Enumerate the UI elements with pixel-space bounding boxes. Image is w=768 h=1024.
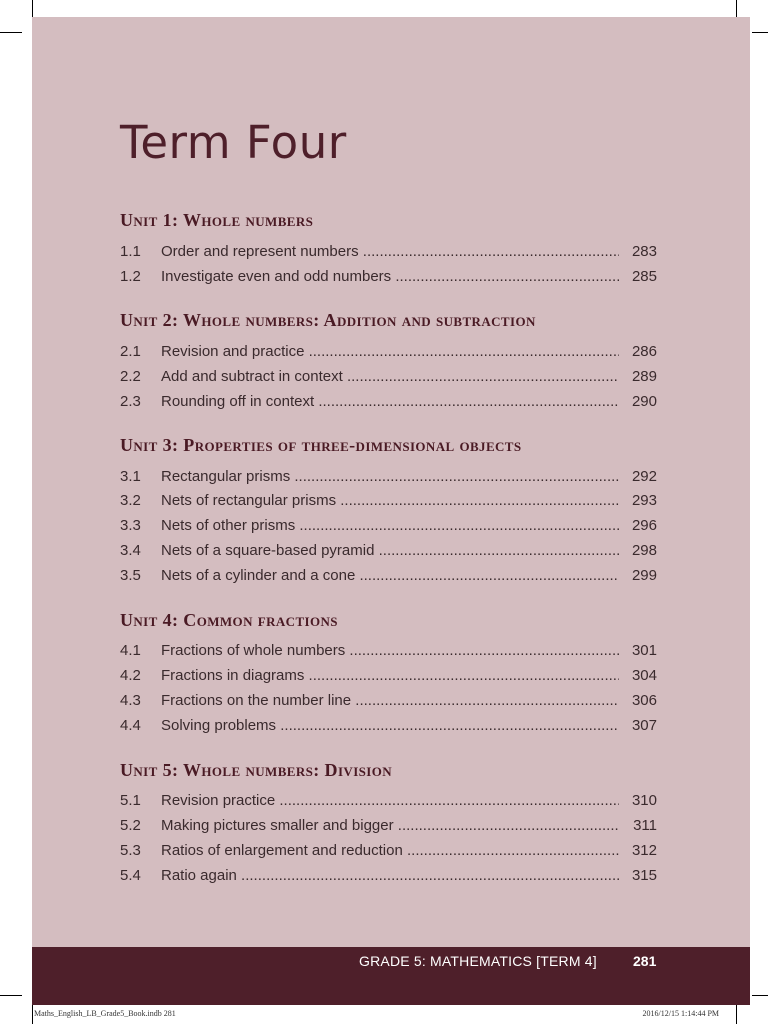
crop-mark bbox=[736, 1005, 737, 1024]
entry-page: 315 bbox=[631, 867, 657, 884]
toc-entry[interactable] bbox=[120, 567, 657, 589]
entry-number: 3.3 bbox=[120, 517, 141, 534]
entry-page: 307 bbox=[631, 717, 657, 734]
slug-filename: Maths_English_LB_Grade5_Book.indb 281 bbox=[34, 1009, 176, 1018]
entry-page: 306 bbox=[631, 692, 657, 709]
entry-number: 4.3 bbox=[120, 692, 141, 709]
entry-number: 2.2 bbox=[120, 368, 141, 385]
toc-entry[interactable] bbox=[120, 642, 657, 664]
crop-mark bbox=[752, 32, 768, 33]
entry-label: Making pictures smaller and bigger ..... bbox=[161, 817, 619, 834]
entry-page: 298 bbox=[631, 542, 657, 559]
entry-label: Revision and practice ..... bbox=[161, 343, 619, 360]
entry-page: 285 bbox=[631, 268, 657, 285]
toc-entry[interactable] bbox=[120, 792, 657, 814]
entry-page: 301 bbox=[631, 642, 657, 659]
toc-entry[interactable] bbox=[120, 368, 657, 390]
toc-entry[interactable] bbox=[120, 667, 657, 689]
unit-heading: Unit 4: Common fractions bbox=[120, 610, 338, 630]
entry-label: Investigate even and odd numbers ..... bbox=[161, 268, 619, 285]
entry-page: 296 bbox=[631, 517, 657, 534]
footer-running-head: GRADE 5: MATHEMATICS [TERM 4] bbox=[359, 953, 597, 969]
entry-label: Fractions of whole numbers ..... bbox=[161, 642, 619, 659]
entry-page: 292 bbox=[631, 468, 657, 485]
entry-number: 4.4 bbox=[120, 717, 141, 734]
entry-label: Nets of a square-based pyramid ..... bbox=[161, 542, 619, 559]
toc-entry[interactable] bbox=[120, 542, 657, 564]
unit-heading: Unit 1: Whole numbers bbox=[120, 210, 314, 230]
toc-entry[interactable] bbox=[120, 717, 657, 739]
entry-label: Nets of other prisms ..... bbox=[161, 517, 619, 534]
entry-number: 4.2 bbox=[120, 667, 141, 684]
entry-page: 304 bbox=[631, 667, 657, 684]
entry-label: Ratios of enlargement and reduction ..... bbox=[161, 842, 619, 859]
entry-page: 283 bbox=[631, 243, 657, 260]
unit-heading: Unit 2: Whole numbers: Addition and subtraction bbox=[120, 310, 536, 330]
entry-page: 310 bbox=[631, 792, 657, 809]
unit-heading: Unit 3: Properties of three-dimensional objects bbox=[120, 435, 522, 455]
entry-number: 4.1 bbox=[120, 642, 141, 659]
crop-mark bbox=[736, 0, 737, 17]
toc-entry[interactable] bbox=[120, 243, 657, 265]
entry-label: Nets of a cylinder and a cone ..... bbox=[161, 567, 619, 584]
entry-number: 3.4 bbox=[120, 542, 141, 559]
entry-page: 286 bbox=[631, 343, 657, 360]
crop-mark bbox=[752, 995, 768, 996]
entry-label: Add and subtract in context ..... bbox=[161, 368, 619, 385]
entry-page: 312 bbox=[631, 842, 657, 859]
entry-label: Fractions in diagrams ..... bbox=[161, 667, 619, 684]
toc-entry[interactable] bbox=[120, 817, 657, 839]
toc-entry[interactable] bbox=[120, 692, 657, 714]
entry-label: Order and represent numbers ..... bbox=[161, 243, 619, 260]
entry-label: Nets of rectangular prisms ..... bbox=[161, 492, 619, 509]
entry-number: 5.3 bbox=[120, 842, 141, 859]
slug-timestamp: 2016/12/15 1:14:44 PM bbox=[642, 1009, 719, 1018]
footer-page-number: 281 bbox=[633, 953, 657, 969]
entry-page: 289 bbox=[631, 368, 657, 385]
toc-entry[interactable] bbox=[120, 492, 657, 514]
toc-entry[interactable] bbox=[120, 343, 657, 365]
crop-mark bbox=[32, 1005, 33, 1024]
entry-page: 293 bbox=[631, 492, 657, 509]
entry-number: 3.5 bbox=[120, 567, 141, 584]
entry-number: 3.2 bbox=[120, 492, 141, 509]
entry-label: Rounding off in context ..... bbox=[161, 393, 619, 410]
entry-label: Ratio again ..... bbox=[161, 867, 619, 884]
crop-mark bbox=[32, 0, 33, 17]
unit-heading: Unit 5: Whole numbers: Division bbox=[120, 760, 393, 780]
entry-number: 5.2 bbox=[120, 817, 141, 834]
toc-entry[interactable] bbox=[120, 268, 657, 290]
entry-page: 311 bbox=[633, 817, 657, 834]
toc-entry[interactable] bbox=[120, 867, 657, 889]
toc-entry[interactable] bbox=[120, 393, 657, 415]
entry-label: Revision practice ..... bbox=[161, 792, 619, 809]
entry-number: 3.1 bbox=[120, 468, 141, 485]
entry-label: Solving problems ..... bbox=[161, 717, 619, 734]
entry-label: Rectangular prisms ..... bbox=[161, 468, 619, 485]
crop-mark bbox=[0, 32, 22, 33]
entry-label: Fractions on the number line ..... bbox=[161, 692, 619, 709]
entry-page: 299 bbox=[631, 567, 657, 584]
entry-number: 5.4 bbox=[120, 867, 141, 884]
toc-entry[interactable] bbox=[120, 468, 657, 490]
entry-number: 5.1 bbox=[120, 792, 141, 809]
entry-page: 290 bbox=[631, 393, 657, 410]
entry-number: 1.2 bbox=[120, 268, 141, 285]
entry-number: 1.1 bbox=[120, 243, 141, 260]
entry-number: 2.1 bbox=[120, 343, 141, 360]
page-title: Term Four bbox=[120, 116, 347, 169]
toc-entry[interactable] bbox=[120, 517, 657, 539]
toc-entry[interactable] bbox=[120, 842, 657, 864]
entry-number: 2.3 bbox=[120, 393, 141, 410]
crop-mark bbox=[0, 995, 22, 996]
